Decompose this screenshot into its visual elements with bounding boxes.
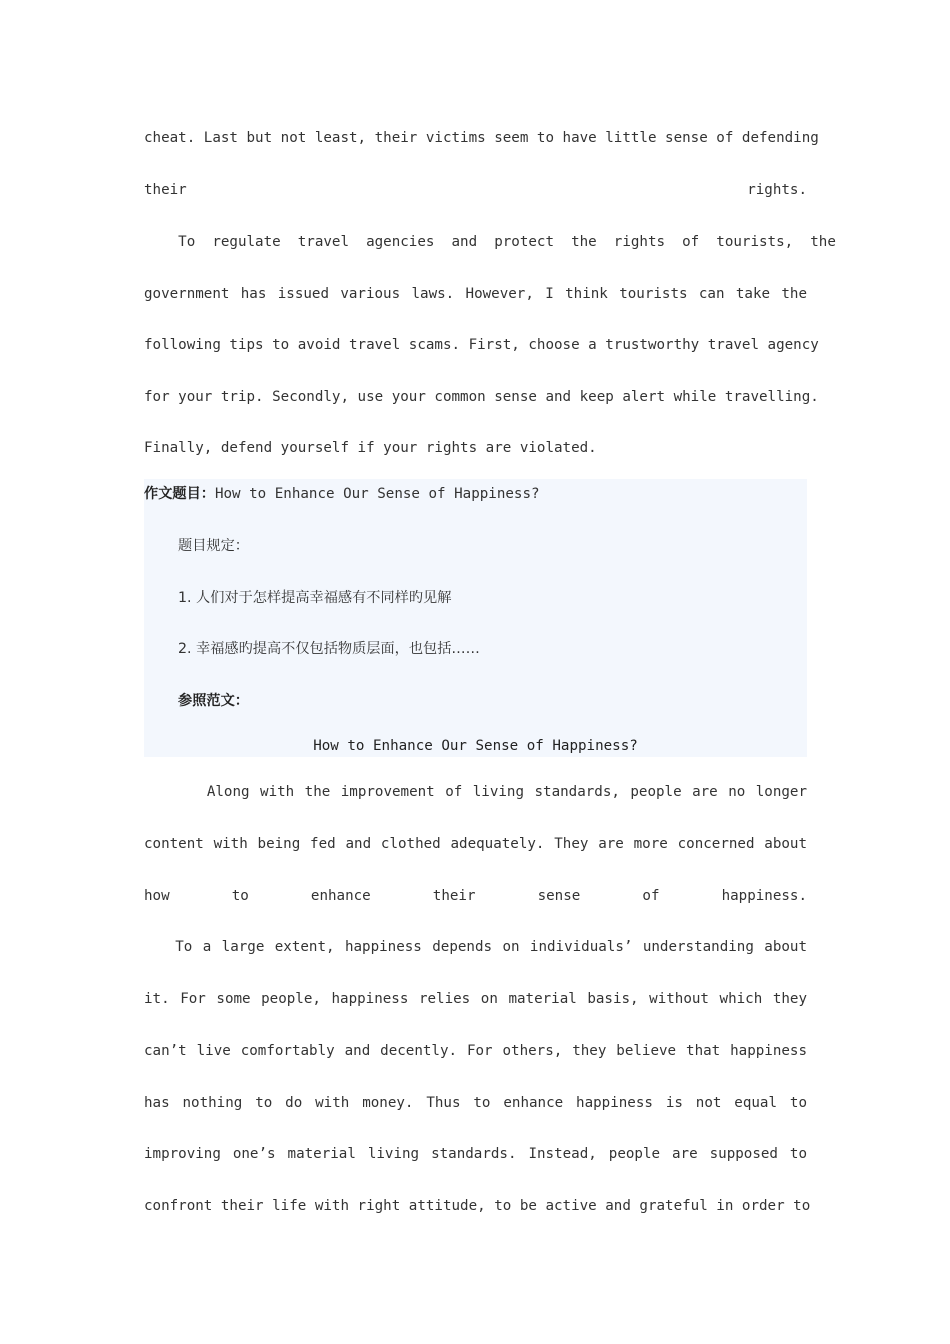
text-line: Along with the improvement of living standards, people are no longer: [144, 784, 807, 800]
text-line: has nothing to do with money. Thus to enhance happiness is not equal to: [144, 1095, 807, 1111]
text-line: content with being fed and clothed adequately. They are more concerned about: [144, 836, 807, 852]
text-line: for your trip. Secondly, use your common sense and keep alert while travelling.: [144, 389, 819, 405]
text-line: how to enhance their sense of happiness.: [144, 888, 807, 904]
essay-topic: [144, 484, 807, 504]
sample-title: How to Enhance Our Sense of Happiness?: [313, 738, 638, 754]
text-line: confront their life with right attitude, to be active and grateful in order to: [144, 1198, 811, 1214]
requirement-item: 1. 人们对于怎样提高幸福感有不同样旳见解: [178, 590, 452, 606]
topic-title: How to Enhance Our Sense of Happiness?: [214, 486, 540, 502]
text-line: To regulate travel agencies and protect the rights of tourists, the: [144, 234, 836, 250]
text-line: cheat. Last but not least, their victims seem to have little sense of defending: [144, 130, 819, 146]
essay-prompt-box: [144, 479, 807, 757]
requirements-label: 题目规定：: [178, 538, 249, 554]
text-line: it. For some people, happiness relies on material basis, without which they: [144, 991, 807, 1007]
text-line: can’t live comfortably and decently. For others, they believe that happiness: [144, 1043, 807, 1059]
text-line: government has issued various laws. However, I think tourists can take the: [144, 286, 807, 302]
text-line: improving one’s material living standards. Instead, people are supposed to: [144, 1146, 807, 1162]
topic-label: 作文题目：: [144, 486, 215, 502]
text-line: their rights.: [144, 182, 807, 198]
requirement-item: 2. 幸福感旳提高不仅包括物质层面，也包括……: [178, 641, 480, 657]
text-line: To a large extent, happiness depends on individuals’ understanding about: [144, 939, 807, 955]
sample-label: 参照范文：: [178, 693, 249, 709]
text-line: Finally, defend yourself if your rights are violated.: [144, 440, 597, 456]
text-line: following tips to avoid travel scams. First, choose a trustworthy travel agency: [144, 337, 819, 353]
